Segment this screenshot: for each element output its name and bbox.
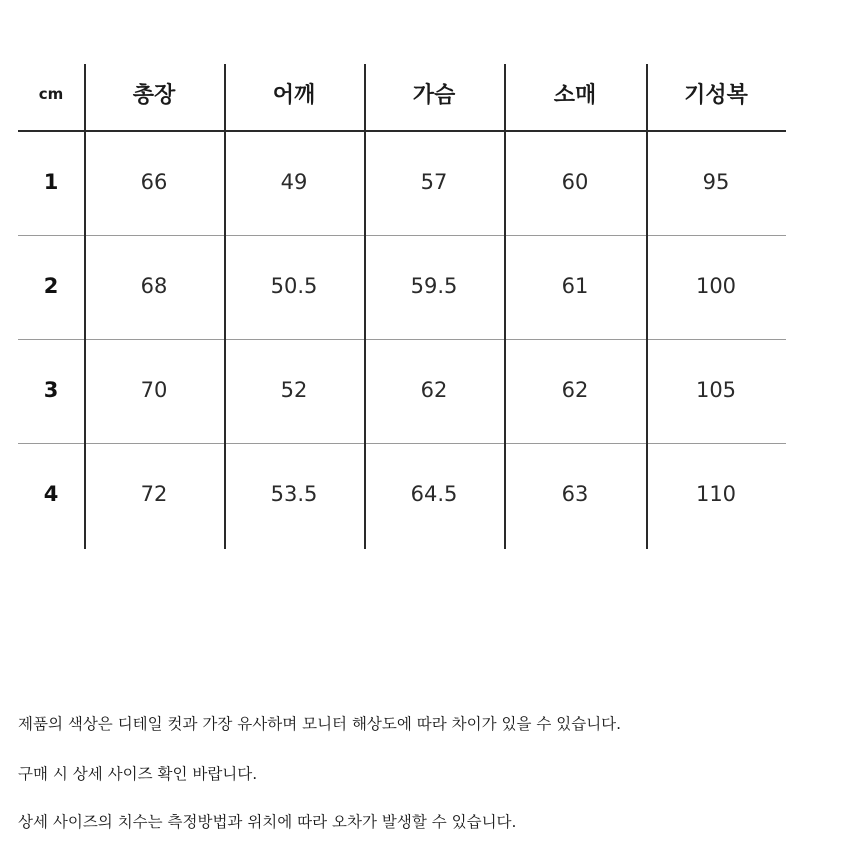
column-divider (646, 64, 648, 549)
row-divider (18, 443, 786, 444)
table-row (18, 235, 786, 339)
table-cell: 70 (140, 378, 168, 402)
size-check-notice: 구매 시 상세 사이즈 확인 바랍니다. (18, 765, 258, 783)
table-cell: 110 (695, 482, 737, 506)
size-label: 3 (43, 378, 59, 402)
table-cell: 100 (695, 274, 737, 298)
column-header-standard-size: 기성복 (684, 83, 748, 108)
row-divider (18, 339, 786, 340)
table-cell: 68 (140, 274, 168, 298)
column-divider (364, 64, 366, 549)
column-header-sleeve: 소매 (553, 83, 597, 108)
measurement-notice: 상세 사이즈의 치수는 측정방법과 위치에 따라 오차가 발생할 수 있습니다. (18, 813, 517, 831)
column-divider (84, 64, 86, 549)
unit-header: cm (38, 84, 64, 103)
size-label: 1 (43, 170, 59, 194)
column-header-total-length: 총장 (132, 83, 176, 108)
table-cell: 57 (420, 170, 448, 194)
table-header-row (18, 64, 786, 131)
table-cell: 61 (561, 274, 589, 298)
size-table (18, 64, 786, 549)
table-cell: 49 (280, 170, 308, 194)
column-divider (224, 64, 226, 549)
table-cell: 105 (695, 378, 737, 402)
table-cell: 60 (561, 170, 589, 194)
table-cell: 62 (420, 378, 448, 402)
table-row (18, 443, 786, 547)
table-cell: 52 (280, 378, 308, 402)
size-label: 4 (43, 482, 59, 506)
table-cell: 50.5 (270, 274, 318, 298)
column-header-chest: 가슴 (412, 83, 456, 108)
size-label: 2 (43, 274, 59, 298)
table-cell: 72 (140, 482, 168, 506)
row-divider (18, 235, 786, 236)
column-divider (504, 64, 506, 549)
column-header-shoulder: 어깨 (272, 83, 316, 108)
table-cell: 53.5 (270, 482, 318, 506)
header-divider (18, 130, 786, 132)
table-cell: 63 (561, 482, 589, 506)
table-cell: 95 (702, 170, 730, 194)
table-cell: 64.5 (410, 482, 458, 506)
table-cell: 62 (561, 378, 589, 402)
table-row (18, 131, 786, 235)
table-cell: 66 (140, 170, 168, 194)
table-cell: 59.5 (410, 274, 458, 298)
table-row (18, 339, 786, 443)
color-notice: 제품의 색상은 디테일 컷과 가장 유사하며 모니터 해상도에 따라 차이가 있을 수 있습니다. (18, 715, 622, 733)
